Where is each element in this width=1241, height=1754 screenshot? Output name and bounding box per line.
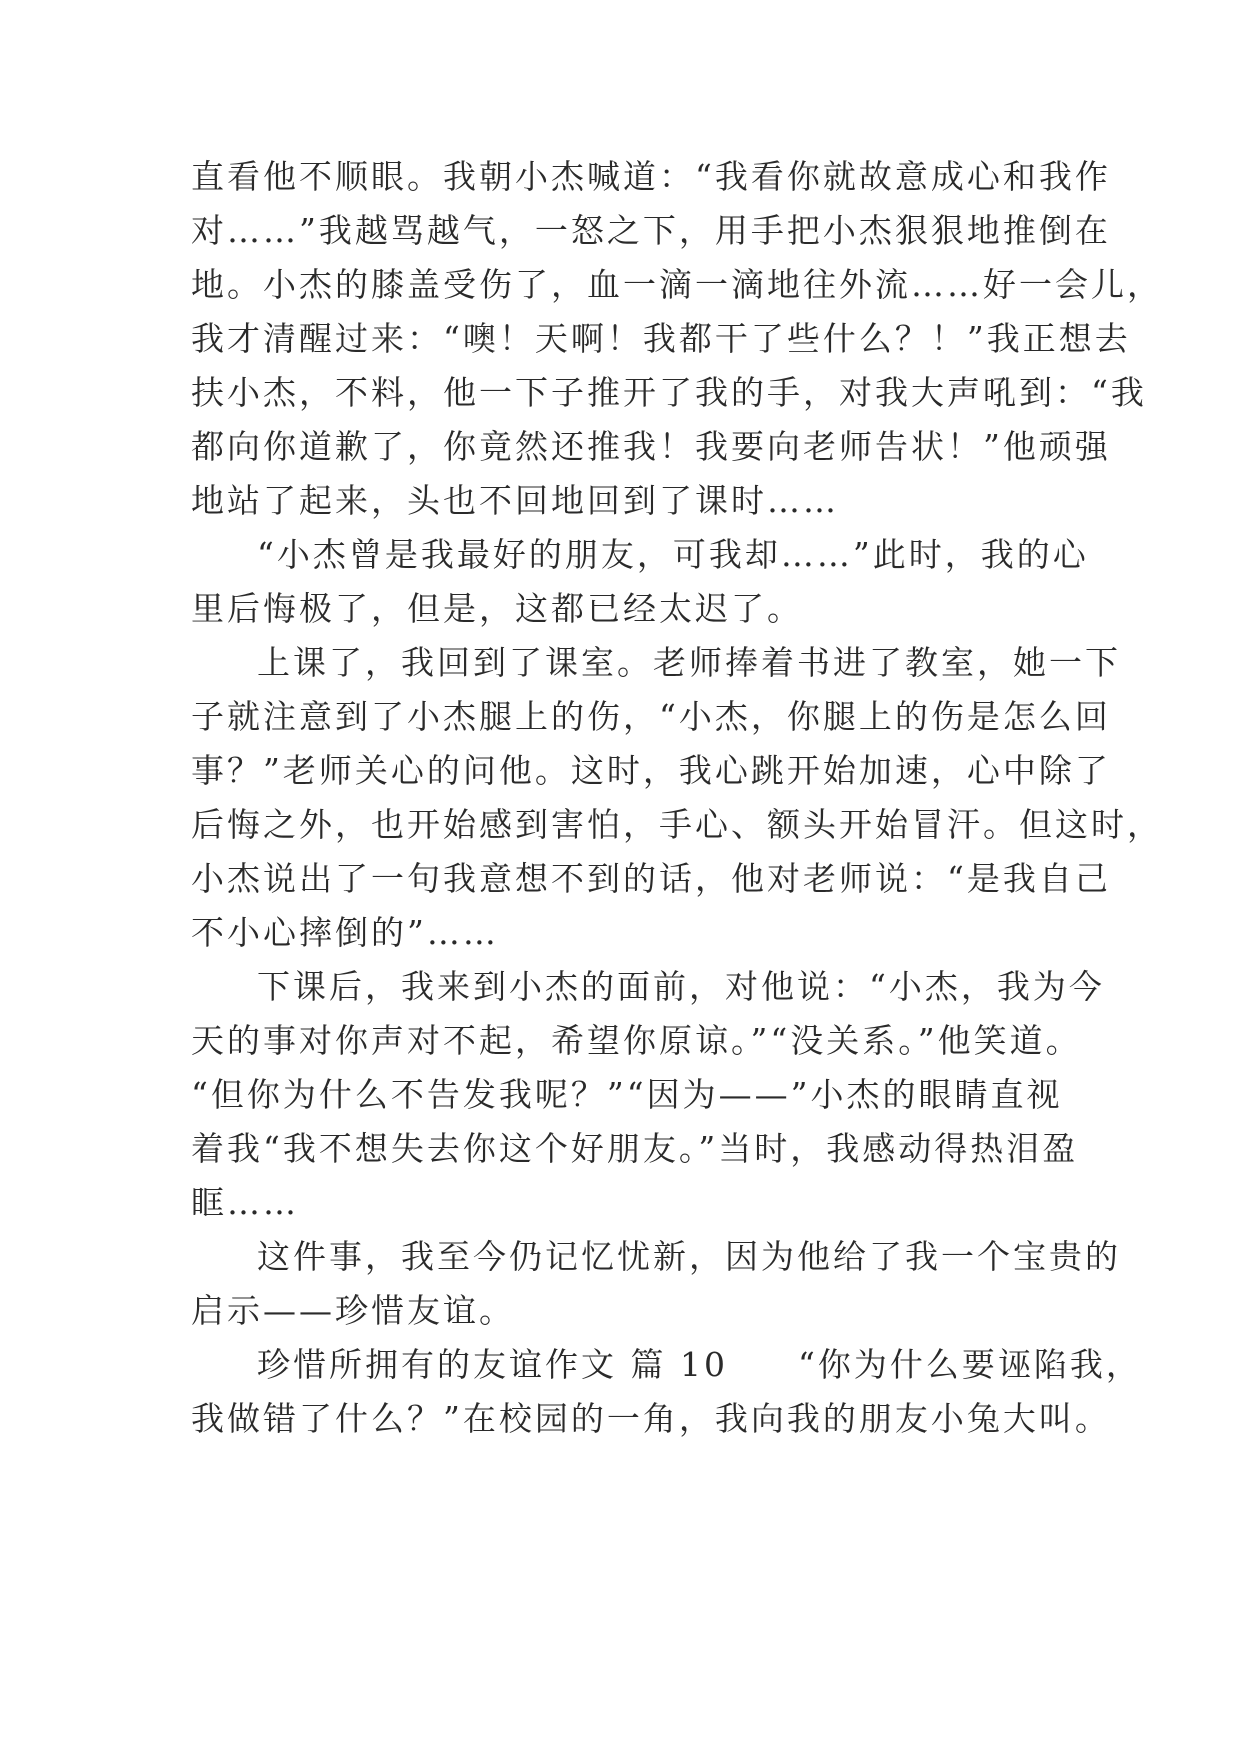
section-title: 珍惜所拥有的友谊作文 xyxy=(257,1345,617,1384)
text-line: 直看他不顺眼。我朝小杰喊道：“我看你就故意成心和我作 xyxy=(191,157,1111,196)
text-line: 我才清醒过来：“噢！天啊！我都干了些什么？！”我正想去 xyxy=(191,319,1131,358)
text-line: 地站了起来，头也不回地回到了课时…… xyxy=(191,481,839,520)
text-line: 地。小杰的膝盖受伤了，血一滴一滴地往外流……好一会儿， xyxy=(191,265,1163,304)
text-line: 对……”我越骂越气，一怒之下，用手把小杰狠狠地推倒在 xyxy=(191,211,1111,250)
paragraph-start-line: 下课后，我来到小杰的面前，对他说：“小杰，我为今 xyxy=(257,967,1105,1006)
text-line: “但你为什么不告发我呢？”“因为——”小杰的眼睛直视 xyxy=(191,1075,1063,1114)
text-line: 后悔之外，也开始感到害怕，手心、额头开始冒汗。但这时， xyxy=(191,805,1163,844)
text-line: 扶小杰，不料，他一下子推开了我的手，对我大声吼到：“我 xyxy=(191,373,1147,412)
text-line: 不小心摔倒的”…… xyxy=(191,913,499,952)
section-heading-line xyxy=(191,1338,1142,1392)
paragraph-start-line: 这件事，我至今仍记忆忧新，因为他给了我一个宝贵的 xyxy=(257,1237,1121,1276)
text-line: 里后悔极了，但是，这都已经太迟了。 xyxy=(191,589,803,628)
text-line: 我做错了什么？”在校园的一角，我向我的朋友小兔大叫。 xyxy=(191,1399,1111,1438)
section-number: 篇 10 xyxy=(630,1345,728,1384)
text-line: 启示——珍惜友谊。 xyxy=(191,1291,515,1330)
text-line: 天的事对你声对不起，希望你原谅。”“没关系。”他笑道。 xyxy=(191,1021,1082,1060)
text-line: 事？”老师关心的问他。这时，我心跳开始加速，心中除了 xyxy=(191,751,1111,790)
text-line: 都向你道歉了，你竟然还推我！我要向老师告状！”他顽强 xyxy=(191,427,1111,466)
text-line: 子就注意到了小杰腿上的伤，“小杰，你腿上的伤是怎么回 xyxy=(191,697,1111,736)
paragraph-start-line: 上课了，我回到了课室。老师捧着书进了教室，她一下 xyxy=(257,643,1121,682)
essay-body xyxy=(191,150,1163,1446)
paragraph-start-line: “小杰曾是我最好的朋友，可我却……”此时，我的心 xyxy=(257,535,1089,574)
text-line: 眶…… xyxy=(191,1183,299,1222)
section-opening-text: “你为什么要诬陷我， xyxy=(797,1345,1142,1384)
text-line: 小杰说出了一句我意想不到的话，他对老师说：“是我自己 xyxy=(191,859,1111,898)
text-line: 着我“我不想失去你这个好朋友。”当时，我感动得热泪盈 xyxy=(191,1129,1079,1168)
